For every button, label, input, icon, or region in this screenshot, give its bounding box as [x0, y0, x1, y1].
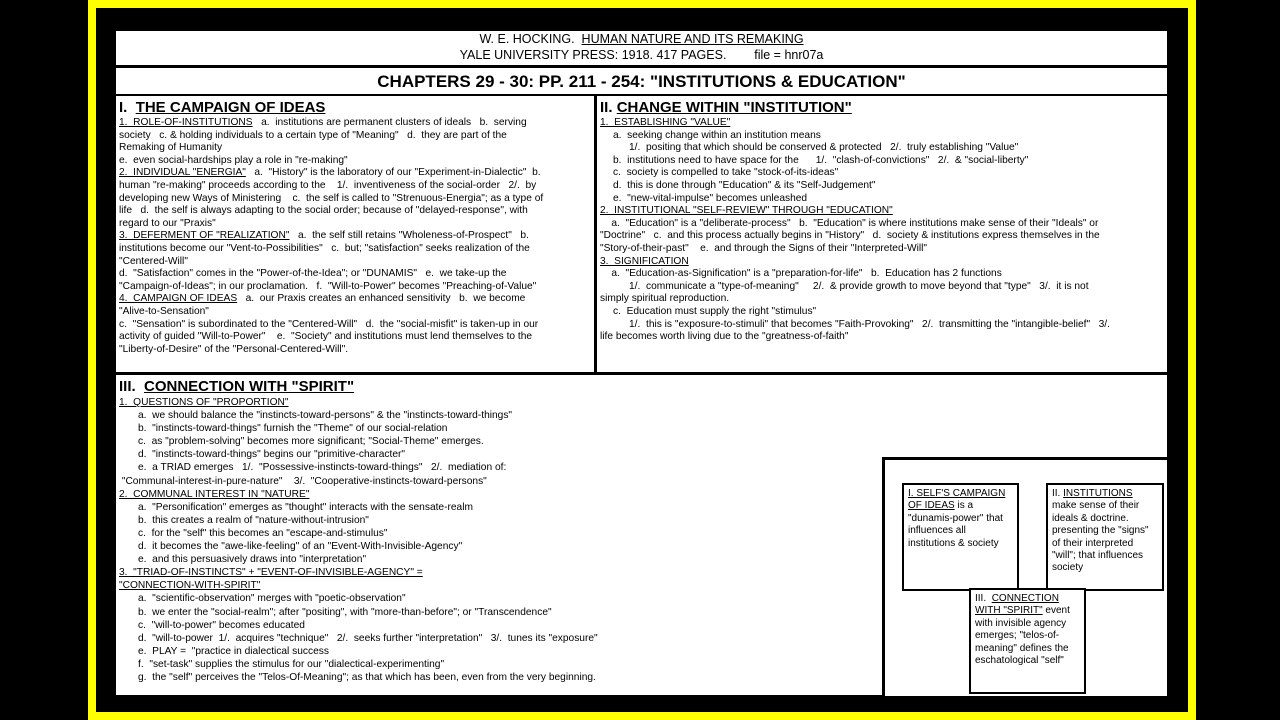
section-number: III. — [119, 378, 136, 395]
diagram-node-institutions — [1046, 483, 1164, 591]
subheading: 1. QUESTIONS OF "PROPORTION" — [119, 397, 289, 408]
subheading: 2. INSTITUTIONAL "SELF-REVIEW" THROUGH "EDUCATION" — [600, 205, 893, 217]
text-line: "Communal-interest-in-pure-nature" 3/. "Cooperative-instincts-toward-persons" — [119, 475, 487, 487]
subheading: 2. COMMUNAL INTEREST IN "NATURE" — [119, 488, 310, 500]
text-line: "Campaign-of-Ideas"; in our proclamation. f. "Will-to-Power" becomes "Preaching-of-Value" — [119, 280, 537, 292]
section-heading: THE CAMPAIGN OF IDEAS — [135, 99, 326, 116]
text-line: c. "will-to-power" becomes educated — [138, 619, 305, 631]
text-line: d. "Satisfaction" comes in the "Power-of-the-Idea"; or "DUNAMIS" e. we take-up the — [119, 268, 507, 280]
text-line: a. the self still retains "Wholeness-of-Prospect" b. — [289, 230, 529, 242]
text-line: b. institutions need to have space for the 1/. "clash-of-convictions" 2/. & "social-liberty" — [613, 154, 1029, 166]
text-line: d. "will-to-power 1/. acquires "technique" 2/. seeks further "interpretation" 3/. tunes its "exposure" — [138, 632, 598, 644]
node-text: make sense of their ideals & doctrine. presenting the "signs" of their interpreted "will"; that influences society — [1052, 500, 1149, 574]
text-line: society c. & holding individuals to a certain type of "Meaning" d. they are part of the — [119, 129, 507, 141]
node-heading: CONNECTION WITH "SPIRIT" — [975, 593, 1059, 617]
text-line: a. "scientific-observation" merges with "poetic-observation" — [138, 593, 406, 605]
node-number: III. — [975, 593, 987, 604]
subheading: 2. INDIVIDUAL "ENERGIA" — [119, 167, 246, 179]
text-line: g. the "self" perceives the "Telos-Of-Meaning"; as that which has been, even from the very beginning. — [138, 671, 596, 683]
diagram-node-connection-spirit — [969, 588, 1086, 694]
text-line: Remaking of Humanity — [119, 142, 223, 154]
text-line: b. "instincts-toward-things" furnish the "Theme" of our social-relation — [138, 423, 448, 435]
text-line: b. we enter the "social-realm"; after "positing", with "more-than-before"; or "Transcendence" — [138, 606, 552, 618]
text-line: e. a TRIAD emerges 1/. "Possessive-instincts-toward-things" 2/. mediation of: — [138, 462, 507, 474]
document-header — [116, 31, 1167, 65]
text-line: a. "History" is the laboratory of our "Experiment-in-Dialectic" b. — [245, 167, 541, 179]
text-line: e. even social-hardships play a role in "re-making" — [119, 154, 348, 166]
text-line: c. as "problem-solving" becomes more significant; "Social-Theme" emerges. — [138, 436, 484, 448]
node-text: event with invisible agency emerges; "telos-of-meaning" defines the eschatological "self" — [975, 605, 1070, 667]
subheading: 4. CAMPAIGN OF IDEAS — [119, 293, 238, 305]
node-heading: INSTITUTIONS — [1063, 488, 1133, 499]
node-number: II. — [1052, 488, 1061, 499]
text-line: a. "Education" is a "deliberate-process" b. "Education" is where institutions make sense of their "Ideals" or — [600, 217, 1099, 229]
text-line: "Story-of-their-past" e. and through the Signs of their "Interpreted-Will" — [600, 242, 928, 254]
subheading: 1. ROLE-OF-INSTITUTIONS — [119, 117, 253, 128]
text-line: a. seeking change within an institution means — [613, 129, 821, 141]
text-line: e. "new-vital-impulse" becomes unleashed — [613, 192, 808, 204]
subheading: "CONNECTION-WITH-SPIRIT" — [119, 580, 261, 592]
subheading: 3. "TRIAD-OF-INSTINCTS" + "EVENT-OF-INVISIBLE-AGENCY" = — [119, 567, 423, 579]
section-heading: CONNECTION WITH "SPIRIT" — [144, 378, 355, 395]
text-line: life becomes worth living due to the "greatness-of-faith" — [600, 331, 849, 343]
subheading: 3. DEFERMENT OF "REALIZATION" — [119, 230, 290, 242]
text-line: a. our Praxis creates an enhanced sensitivity b. we become — [237, 293, 526, 305]
text-line: institutions become our "Vent-to-Possibilities" c. but; "satisfaction" seeks realization of the — [119, 242, 530, 254]
section-campaign-of-ideas — [116, 96, 594, 372]
text-line: a. "Personification" emerges as "thought" interacts with the sensate-realm — [138, 501, 473, 513]
node-text: is a "dunamis-power" that influences all institutions & society — [908, 500, 1003, 549]
text-line: human "re-making" proceeds according to the 1/. inventiveness of the social-order 2/. by — [119, 179, 537, 191]
text-line: f. "set-task" supplies the stimulus for our "dialectical-experimenting" — [138, 658, 445, 670]
subheading: 3. SIGNIFICATION — [600, 255, 689, 267]
text-line: developing new Ways of Ministering c. the self is called to "Strenuous-Energia"; as a type of — [119, 192, 544, 204]
text-line: a. we should balance the "instincts-toward-persons" & the "instincts-toward-things" — [138, 410, 513, 422]
text-line: regard to our "Praxis" — [119, 217, 216, 229]
text-line: simply spiritual reproduction. — [600, 293, 730, 305]
text-line: d. it becomes the "awe-like-feeling" of an "Event-With-Invisible-Agency" — [138, 541, 463, 553]
section-number: I. — [119, 99, 128, 116]
text-line: 1/. communicate a "type-of-meaning" 2/. & provide growth to move beyond that "type" 3/. it is not — [629, 280, 1089, 292]
text-line: e. and this persuasively draws into "interpretation" — [138, 554, 367, 566]
text-line: d. this is done through "Education" & its "Self-Judgement" — [613, 179, 876, 191]
text-line: c. Education must supply the right "stimulus" — [613, 305, 817, 317]
publisher-line: YALE UNIVERSITY PRESS: 1918. 417 PAGES. — [459, 48, 727, 62]
text-line: e. PLAY = "practice in dialectical success — [138, 645, 329, 657]
section-number: II. — [600, 99, 613, 116]
text-line: c. society is compelled to take "stock-of-its-ideas" — [613, 167, 839, 179]
text-line: a. institutions are permanent clusters of ideals b. serving — [252, 117, 527, 128]
text-line: b. this creates a realm of "nature-without-intrusion" — [138, 514, 369, 526]
subheading: 1. ESTABLISHING "VALUE" — [600, 117, 731, 128]
book-title: HUMAN NATURE AND ITS REMAKING — [581, 32, 804, 46]
author: W. E. HOCKING. — [479, 32, 575, 46]
file-label: file = hnr07a — [754, 48, 824, 62]
section-heading: CHANGE WITHIN "INSTITUTION" — [616, 99, 852, 116]
text-line: "Centered-Will" — [119, 255, 188, 267]
text-line: a. "Education-as-Signification" is a "preparation-for-life" b. Education has 2 functions — [600, 268, 1002, 280]
section-change-within-institution — [597, 96, 1167, 372]
text-line: d. "instincts-toward-things" begins our "primitive-character" — [138, 449, 405, 461]
text-line: c. for the "self" this becomes an "escape-and-stimulus" — [138, 527, 388, 539]
text-line: activity of guided "Will-to-Power" e. "Society" and institutions must lend themselves to the — [119, 331, 533, 343]
text-line: 1/. this is "exposure-to-stimuli" that becomes "Faith-Provoking" 2/. transmitting the "intangible-belief" 3/. — [629, 318, 1110, 330]
page-title: CHAPTERS 29 - 30: PP. 211 - 254: "INSTITUTIONS & EDUCATION" — [116, 68, 1167, 94]
text-line: "Liberty-of-Desire" of the "Personal-Centered-Will". — [119, 343, 349, 355]
text-line: 1/. positing that which should be conserved & protected 2/. truly establishing "Value" — [629, 142, 1019, 154]
text-line: life d. the self is always adapting to the social order; because of "delayed-response", with — [119, 205, 528, 217]
text-line: "Doctrine" c. and this process actually begins in "History" d. society & institutions express themselves in the — [600, 230, 1100, 242]
text-line: c. "Sensation" is subordinated to the "Centered-Will" d. the "social-misfit" is taken-up in our — [119, 318, 539, 330]
text-line: "Alive-to-Sensation" — [119, 305, 209, 317]
node-heading: I. SELF'S CAMPAIGN OF IDEAS — [908, 488, 1006, 512]
diagram-node-self-campaign — [902, 483, 1019, 591]
